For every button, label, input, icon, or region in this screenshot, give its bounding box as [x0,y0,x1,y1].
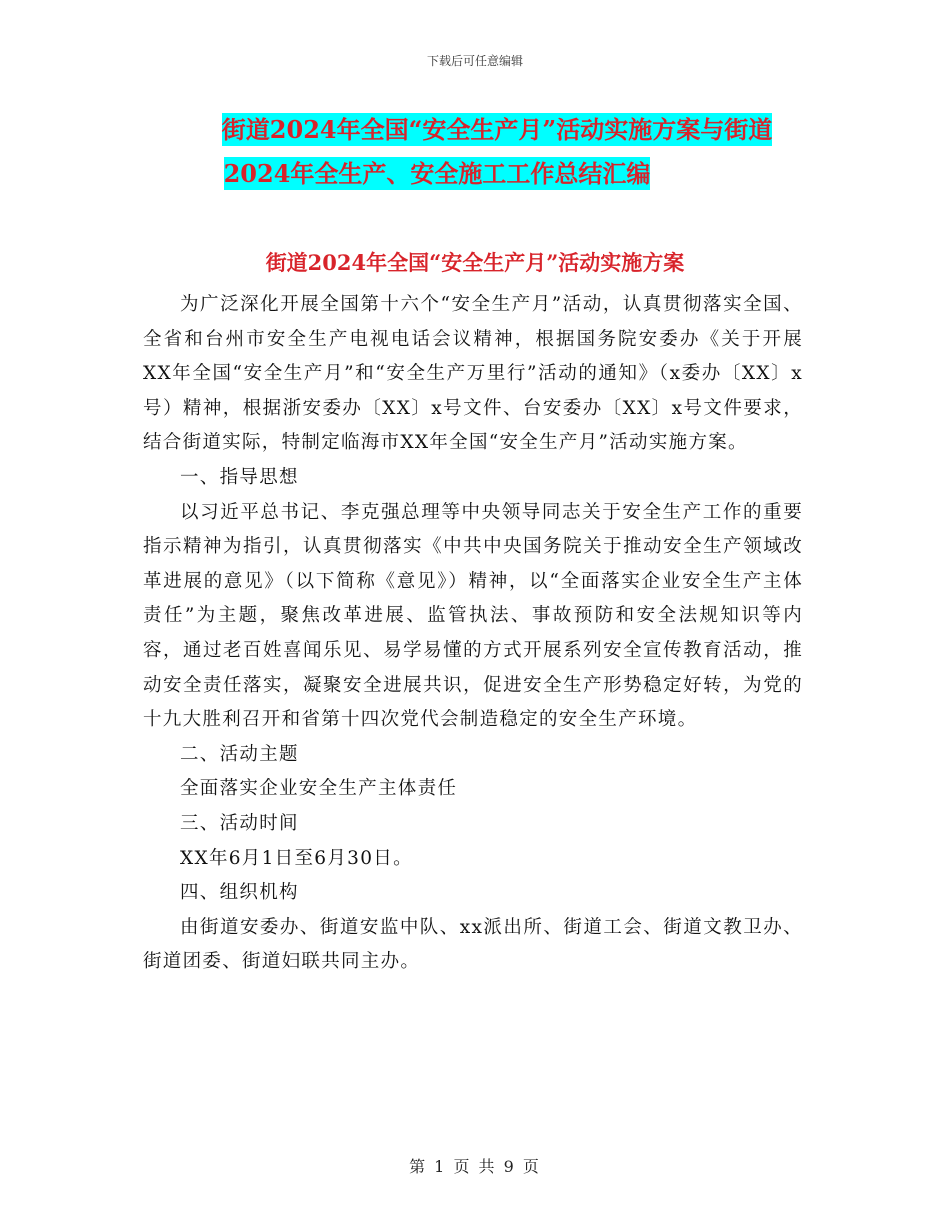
paragraph-guiding-ideology: 以习近平总书记、李克强总理等中央领导同志关于安全生产工作的重要指示精神为指引，认真贯彻落实《中共中央国务院关于推动安全生产领域改革进展的意见》（以下简称《意见》）精神，以“全面落实企业安全生产主体责任”为主题，聚焦改革进展、监管执法、事故预防和安全法规知识等内容，通过老百姓喜闻乐见、易学易懂的方式开展系列安全宣传教育活动，推动安全责任落实，凝聚安全进展共识，促进安全生产形势稳定好转，为党的十九大胜利召开和省第十四次党代会制造稳定的安全生产环境。 [143,501,803,731]
document-title-line-1 [22,113,950,147]
document-title-line-1-text: 街道2024年全国“安全生产月”活动实施方案与街道 [221,115,773,144]
heading-activity-theme: 二、活动主题 [180,743,299,765]
heading-guiding-ideology: 一、指导思想 [180,466,299,488]
document-title-line-2 [0,157,912,191]
paragraph-activity-theme: 全面落实企业安全生产主体责任 [180,778,458,800]
paragraph-organization: 由街道安委办、街道安监中队、xx派出所、街道工会、街道文教卫办、街道团委、街道妇联共同主办。 [143,916,803,973]
section-title: 街道2024年全国“安全生产月”活动实施方案 [265,250,685,275]
page-number-footer: 第 1 页 共 9 页 [409,1157,541,1176]
page-header-note: 下载后可任意编辑 [426,54,523,68]
document-title-line-2-text: 2024年全生产、安全施工工作总结汇编 [223,159,651,188]
paragraph-activity-time: XX年6月1日至6月30日。 [180,847,413,869]
heading-organization: 四、组织机构 [180,882,299,904]
heading-activity-time: 三、活动时间 [180,812,299,834]
paragraph-intro: 为广泛深化开展全国第十六个“安全生产月”活动，认真贯彻落实全国、全省和台州市安全生产电视电话会议精神，根据国务院安委办《关于开展XX年全国“安全生产月”和“安全生产万里行”活动的通知》（x委办〔XX〕x号）精神，根据浙安委办〔XX〕x号文件、台安委办〔XX〕x号文件要求，结合街道实际，特制定临海市XX年全国“安全生产月”活动实施方案。 [143,294,803,454]
document-body [143,288,803,980]
